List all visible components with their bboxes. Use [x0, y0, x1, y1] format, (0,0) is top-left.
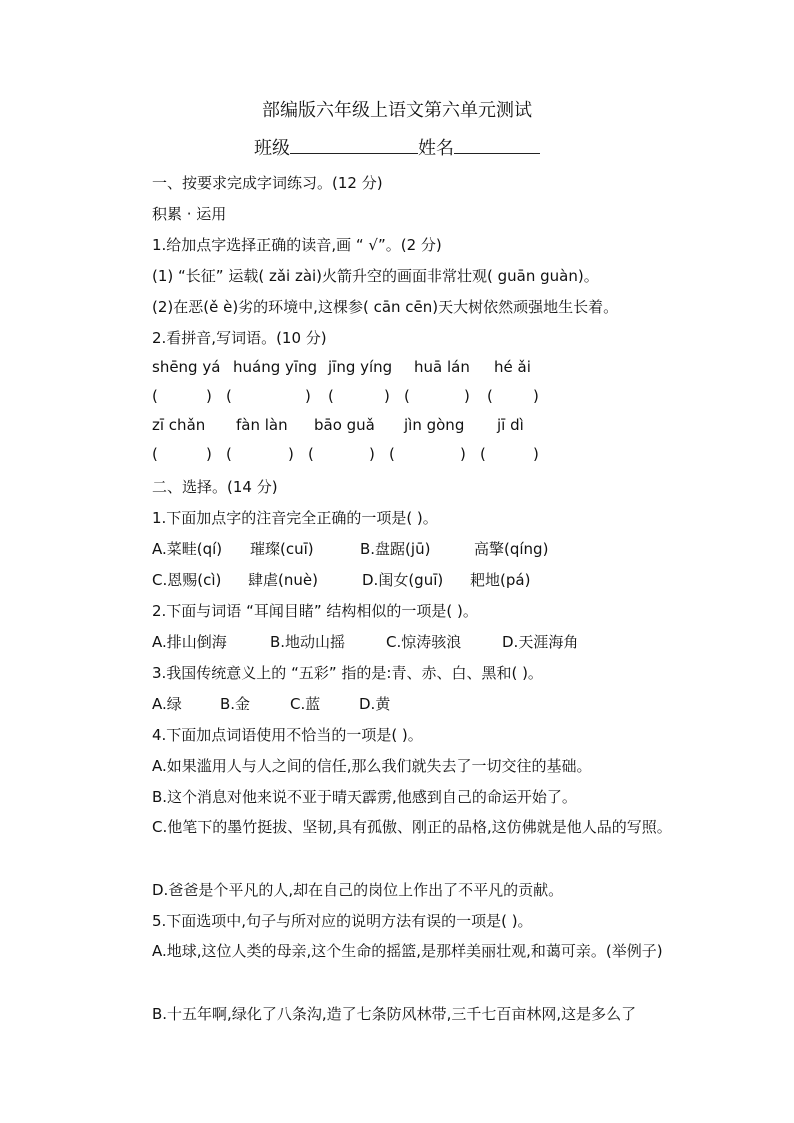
s2-q1-options-2	[0, 569, 794, 591]
class-blank[interactable]	[290, 135, 418, 154]
s2-q5-stem: 5.下面选项中,句子与所对应的说明方法有误的一项是( )。	[152, 912, 533, 930]
s2-q1-stem: 1.下面加点字的注音完全正确的一项是( )。	[152, 509, 438, 527]
option[interactable]: A.绿	[152, 695, 182, 713]
q1-stem: 1.给加点字选择正确的读音,画 “ √”。(2 分)	[152, 236, 442, 254]
class-label: 班级	[254, 138, 290, 159]
option[interactable]: A.排山倒海	[152, 633, 227, 651]
option[interactable]: B.地动山摇	[270, 633, 346, 651]
s2-q3-stem: 3.我国传统意义上的 “五彩” 指的是:青、赤、白、黑和( )。	[152, 664, 543, 682]
q2-stem: 2.看拼音,写词语。(10 分)	[152, 329, 327, 347]
option[interactable]: A.菜畦(qí)	[152, 540, 223, 558]
pinyin-item: jīng yíng	[328, 358, 393, 376]
pinyin-item: jìn gòng	[404, 416, 465, 434]
pinyin-row-1	[0, 358, 794, 380]
s2-q4-stem: 4.下面加点词语使用不恰当的一项是( )。	[152, 726, 423, 744]
option[interactable]: C.恩赐(cì)	[152, 571, 222, 589]
pinyin-item: bāo guǎ	[314, 416, 375, 434]
answer-row-1[interactable]: ( ) ( ) ( ) ( ) ( )	[152, 387, 539, 405]
name-blank[interactable]	[454, 135, 540, 154]
option[interactable]: B.盘踞(jū)	[360, 540, 431, 558]
option[interactable]: C.蓝	[290, 695, 321, 713]
section2-heading: 二、选择。(14 分)	[152, 478, 278, 496]
pinyin-item: hé ǎi	[494, 358, 531, 376]
option[interactable]: 璀璨(cuī)	[250, 540, 314, 558]
pinyin-item: fàn làn	[236, 416, 288, 434]
answer-row-2[interactable]: ( ) ( ) ( ) ( ) ( )	[152, 445, 539, 463]
option[interactable]: D.闺女(guī)	[362, 571, 444, 589]
q1-line1: (1) “长征” 运载( zǎi zài)火箭升空的画面非常壮观( guān guàn)。	[152, 267, 599, 285]
class-name-line	[0, 134, 794, 160]
pinyin-item: jī dì	[497, 416, 524, 434]
pinyin-item: shēng yá	[152, 358, 221, 376]
pinyin-row-2	[0, 416, 794, 438]
s2-q2-options	[0, 631, 794, 653]
pinyin-item: zī chǎn	[152, 416, 206, 434]
option[interactable]: 肆虐(nuè)	[248, 571, 318, 589]
section1-heading: 一、按要求完成字词练习。(12 分)	[152, 174, 383, 192]
option[interactable]: 耙地(pá)	[470, 571, 531, 589]
page-title: 部编版六年级上语文第六单元测试	[262, 100, 532, 121]
option[interactable]: D.天涯海角	[502, 633, 579, 651]
pinyin-item: huā lán	[414, 358, 470, 376]
s2-q5-option-a[interactable]: A.地球,这位人类的母亲,这个生命的摇篮,是那样美丽壮观,和蔼可亲。(举例子)	[152, 942, 663, 960]
s2-q4-option-b[interactable]: B.这个消息对他来说不亚于晴天霹雳,他感到自己的命运开始了。	[152, 788, 577, 806]
s2-q3-options	[0, 693, 794, 715]
section1-subheading: 积累 · 运用	[152, 205, 227, 223]
option[interactable]: C.惊涛骇浪	[386, 633, 462, 651]
s2-q4-option-c[interactable]: C.他笔下的墨竹挺拔、坚韧,具有孤傲、刚正的品格,这仿佛就是他人品的写照。	[152, 818, 672, 836]
option[interactable]: 高擎(qíng)	[474, 540, 549, 558]
pinyin-item: huáng yīng	[233, 358, 318, 376]
s2-q4-option-d[interactable]: D.爸爸是个平凡的人,却在自己的岗位上作出了不平凡的贡献。	[152, 881, 564, 899]
s2-q4-option-a[interactable]: A.如果滥用人与人之间的信任,那么我们就失去了一切交往的基础。	[152, 757, 592, 775]
s2-q1-options-1	[0, 538, 794, 560]
option[interactable]: B.金	[220, 695, 251, 713]
option[interactable]: D.黄	[359, 695, 391, 713]
s2-q5-option-b[interactable]: B.十五年啊,绿化了八条沟,造了七条防风林带,三千七百亩林网,这是多么了	[152, 1005, 637, 1023]
q1-line2: (2)在恶(ě è)劣的环境中,这棵参( cān cēn)天大树依然顽强地生长着。	[152, 298, 619, 316]
name-label: 姓名	[418, 138, 454, 159]
s2-q2-stem: 2.下面与词语 “耳闻目睹” 结构相似的一项是( )。	[152, 602, 478, 620]
